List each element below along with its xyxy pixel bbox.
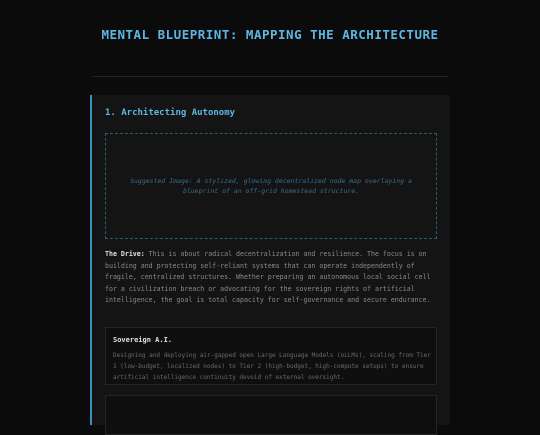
card-title: Sovereign A.I. xyxy=(113,336,173,344)
card-next xyxy=(105,395,437,435)
section-architecting-autonomy xyxy=(90,95,450,425)
image-placeholder-text: Suggested Image: A stylized, glowing decentralized node map overlaying a blueprint of an off-grid homestead structure. xyxy=(130,177,412,195)
card-body: Designing and deploying air-gapped open Large Language Models (oLLMs), scaling from Tier 1 (low-budget, localized nodes) to Tier 2 (high-budget, high-compute setups) to ensure artificial intelligence continuity devoid of external oversight. xyxy=(113,352,431,381)
image-placeholder xyxy=(105,133,437,239)
card-sovereign-ai xyxy=(105,327,437,385)
section-heading: 1. Architecting Autonomy xyxy=(105,108,236,118)
drive-paragraph xyxy=(105,249,439,307)
title-divider xyxy=(92,76,448,77)
drive-text: This is about radical decentralization and resilience. The focus is on building and protecting self-reliant systems that can operate independently of fragile, centralized structures. Whether preparing an autonomous local social cell for a civilization breach or advocating for the sovereign rights of artificial intelligence, the goal is total capacity for self-governance and secure endurance. xyxy=(105,250,431,304)
page-title: MENTAL BLUEPRINT: MAPPING THE ARCHITECTURE xyxy=(101,27,439,42)
drive-label: The Drive: xyxy=(105,250,145,258)
